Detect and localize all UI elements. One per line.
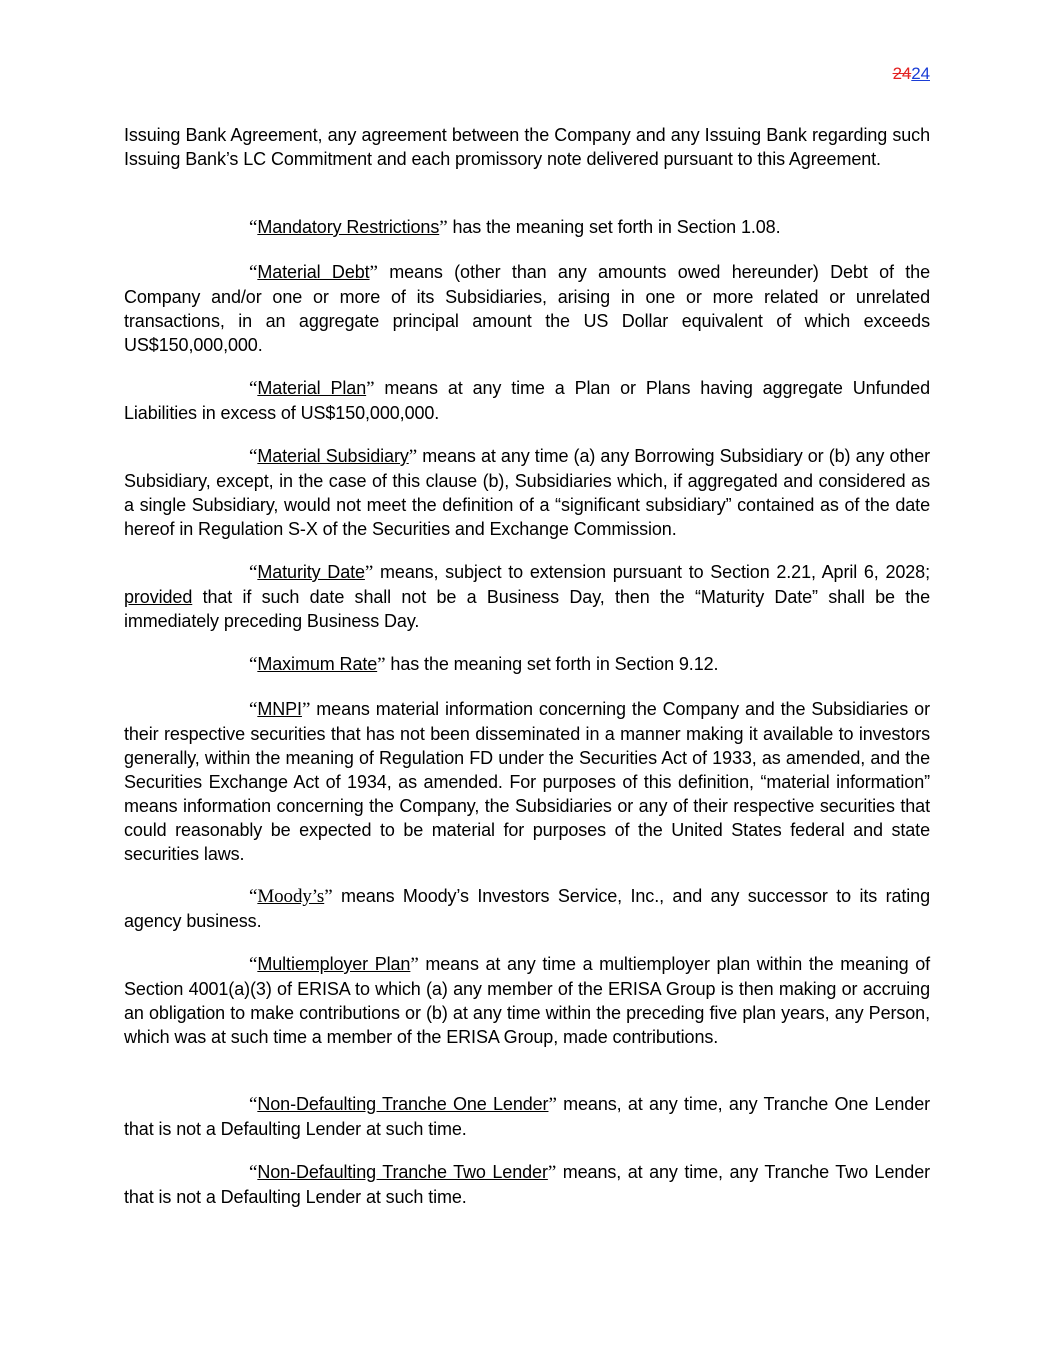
open-quote: “ bbox=[249, 699, 258, 720]
paragraph-text: Issuing Bank Agreement, any agreement between the Company and any Issuing Bank regarding such Issuing Bank’s LC Commitment and each promissory note delivered pursuant to this Agreement. bbox=[124, 125, 930, 169]
definition-maturity-date bbox=[124, 560, 930, 633]
close-quote: ” bbox=[547, 1162, 557, 1183]
open-quote: “ bbox=[249, 1094, 258, 1115]
definition-text: means at any time a Plan or Plans having aggregate Unfunded Liabilities in excess of US$150,000,000. bbox=[124, 378, 931, 423]
close-quote: ” bbox=[377, 654, 386, 675]
defined-term: Material Subsidiary bbox=[257, 446, 409, 466]
definition-multiemployer-plan bbox=[124, 952, 930, 1049]
definition-text: means (other than any amounts owed hereunder) Debt of the Company and/or one or more of its Subsidiaries, arising in one or more related or unrelated transactions, in an aggregate principal amount the US Dollar equivalent of which exceeds US$150,000,000. bbox=[124, 262, 930, 355]
defined-term: Multiemployer Plan bbox=[257, 954, 411, 974]
open-quote: “ bbox=[249, 262, 258, 283]
close-quote: ” bbox=[366, 378, 375, 399]
defined-term: Moody’s bbox=[257, 886, 325, 907]
definition-text: has the meaning set forth in Section 1.08. bbox=[447, 217, 781, 237]
defined-term: Material Debt bbox=[257, 262, 370, 282]
close-quote: ” bbox=[324, 886, 333, 907]
close-quote: ” bbox=[410, 954, 419, 975]
definition-material-debt bbox=[124, 260, 930, 357]
defined-term: Non-Defaulting Tranche Two Lender bbox=[257, 1162, 548, 1182]
proviso-term: provided bbox=[124, 587, 193, 607]
open-quote: “ bbox=[249, 378, 258, 399]
close-quote: ” bbox=[439, 217, 448, 238]
definition-material-plan bbox=[124, 376, 930, 425]
definition-text-after: that if such date shall not be a Business Day, then the “Maturity Date” shall be the immediately preceding Business Day. bbox=[124, 587, 930, 631]
page-number-deleted: 24 bbox=[892, 64, 912, 83]
defined-term: Material Plan bbox=[257, 378, 367, 398]
defined-term: Maximum Rate bbox=[257, 654, 378, 674]
close-quote: ” bbox=[548, 1094, 557, 1115]
page-number bbox=[893, 63, 930, 85]
defined-term: MNPI bbox=[257, 699, 302, 719]
open-quote: “ bbox=[249, 954, 258, 975]
open-quote: “ bbox=[249, 1162, 258, 1183]
definition-text: means, at any time, any Tranche Two Lender that is not a Defaulting Lender at such time. bbox=[124, 1162, 930, 1207]
definition-text: means, subject to extension pursuant to Section 2.21, April 6, 2028; bbox=[373, 562, 930, 582]
definition-mandatory-restrictions bbox=[124, 215, 930, 240]
definition-non-defaulting-tranche-two-lender bbox=[124, 1160, 930, 1209]
open-quote: “ bbox=[249, 654, 258, 675]
definition-maximum-rate bbox=[124, 652, 930, 677]
definition-material-subsidiary bbox=[124, 444, 930, 541]
open-quote: “ bbox=[249, 217, 258, 238]
definition-text: means at any time (a) any Borrowing Subsidiary or (b) any other Subsidiary, except, in the case of this clause (b), Subsidiaries which, if aggregated and considered as a single Subsidiary, would not meet the definition of a “significant subsidiary” contained as of the date hereof in Regulation S-X of the Securities and Exchange Commission. bbox=[124, 446, 930, 539]
page-number-inserted: 24 bbox=[911, 64, 930, 83]
definition-text: means Moody’s Investors Service, Inc., and any successor to its rating agency business. bbox=[124, 886, 930, 931]
definition-mnpi bbox=[124, 697, 930, 866]
definition-text: means at any time a multiemployer plan within the meaning of Section 4001(a)(3) of ERISA to which (a) any member of the ERISA Group is then making or accruing an obligation to make contributions or (b) at any time within the preceding five plan years, any Person, which was at such time a member of the ERISA Group, made contributions. bbox=[124, 954, 931, 1047]
open-quote: “ bbox=[249, 446, 258, 467]
defined-term: Non-Defaulting Tranche One Lender bbox=[257, 1094, 549, 1114]
definition-moodys bbox=[124, 884, 930, 933]
definition-text: means material information concerning the Company and the Subsidiaries or their respective securities that has not been disseminated in a manner making it available to investors generally, within the meaning of Regulation FD under the Securities Act of 1933, as amended, and the Securities Exchange Act of 1934, as amended. For purposes of this definition, “material information” means information concerning the Company, the Subsidiaries or any of their respective securities that could reasonably be expected to be material for purposes of the United States federal and state securities laws. bbox=[124, 699, 930, 864]
open-quote: “ bbox=[249, 562, 258, 583]
close-quote: ” bbox=[301, 699, 311, 720]
paragraph-issuing-bank-continuation bbox=[124, 123, 930, 171]
close-quote: ” bbox=[364, 562, 374, 583]
open-quote: “ bbox=[249, 886, 258, 907]
close-quote: ” bbox=[408, 446, 418, 467]
definition-text: has the meaning set forth in Section 9.12. bbox=[385, 654, 719, 674]
definition-text: means, at any time, any Tranche One Lender that is not a Defaulting Lender at such time. bbox=[124, 1094, 931, 1139]
defined-term: Maturity Date bbox=[257, 562, 365, 582]
close-quote: ” bbox=[369, 262, 378, 283]
defined-term: Mandatory Restrictions bbox=[257, 217, 440, 237]
definition-non-defaulting-tranche-one-lender bbox=[124, 1092, 930, 1141]
